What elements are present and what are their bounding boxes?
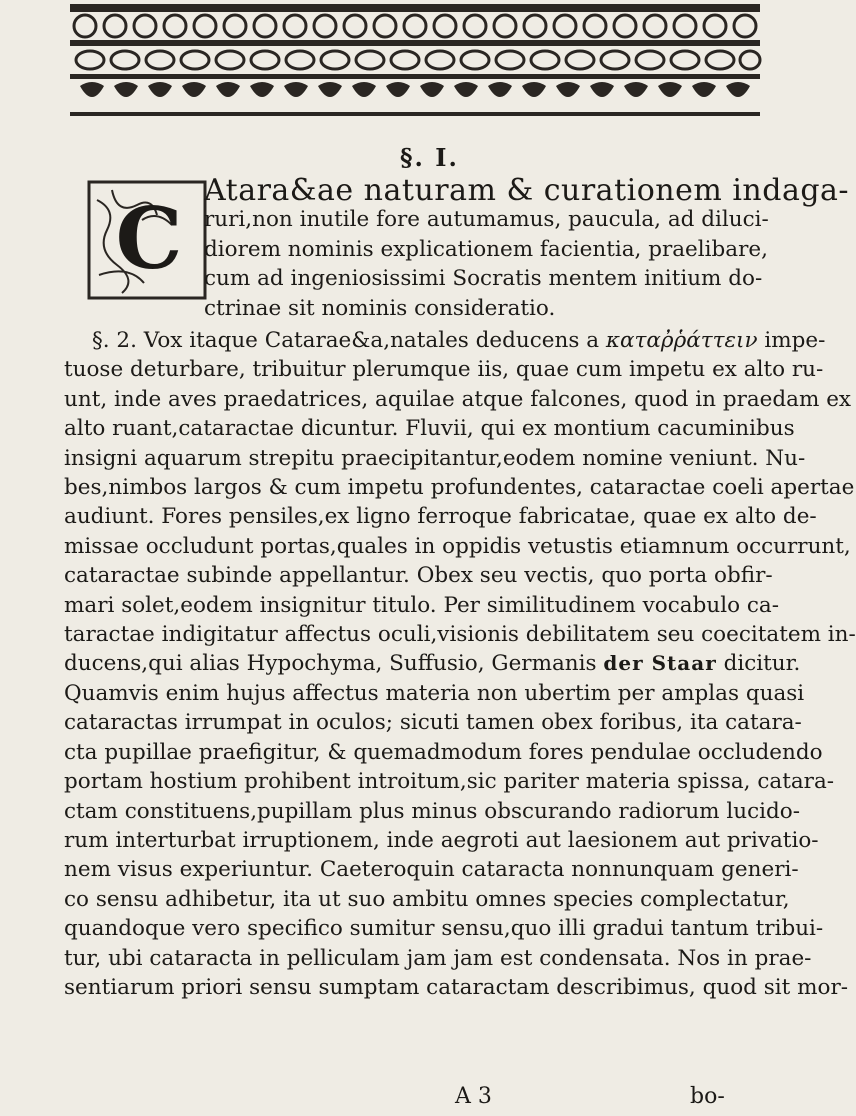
text-line: taractae indigitatur affectus oculi,visionis debilitatem seu coecitatem in-: [64, 622, 856, 648]
greek-word: καταῤῥάττειν: [605, 328, 758, 353]
text-line: missae occludunt portas,quales in oppidis vetustis etiamnum occurrunt,: [64, 533, 851, 559]
lead-line: Atara&ae naturam & curationem indaga-: [204, 173, 850, 208]
text-line: [64, 326, 826, 355]
text-line: ctrinae sit nominis consideratio.: [204, 295, 556, 321]
text-line: bes,nimbos largos & cum impetu profundentes, cataractae coeli apertae: [64, 475, 855, 501]
text-line: quandoque vero specifico sumitur sensu,quo illi gradui tantum tribui-: [64, 916, 824, 942]
text-line: cataractae subinde appellantur. Obex seu vectis, quo porta obfir-: [64, 563, 773, 589]
text-line: [64, 649, 801, 678]
paragraph-number: §. 2.: [92, 328, 137, 353]
text-span: dicitur.: [723, 651, 801, 677]
text-line: nem visus experiuntur. Caeteroquin cataracta nonnunquam generi-: [64, 857, 799, 883]
text-line: cataractas irrumpat in oculos; sicuti tamen obex foribus, ita catara-: [64, 710, 802, 736]
text-line: cum ad ingeniosissimi Socratis mentem initium do-: [204, 266, 763, 292]
text-line: tuose deturbare, tribuitur plerumque iis, quae cum impetu ex alto ru-: [64, 357, 824, 383]
text-line: rum interturbat irruptionem, inde aegroti aut laesionem aut privatio-: [64, 827, 819, 853]
ornamental-headpiece: [70, 4, 760, 134]
text-span: Vox itaque Catarae&a,natales deducens a: [143, 328, 600, 353]
catchword: bo-: [690, 1084, 725, 1109]
text-line: co sensu adhibetur, ita ut suo ambitu omnes species complectatur,: [64, 886, 790, 912]
fleuron-row-top: [74, 15, 756, 37]
german-phrase: der Staar: [603, 651, 717, 676]
text-line: cta pupillae praefigitur, & quemadmodum fores pendulae occludendo: [64, 739, 823, 765]
paragraph-2: [64, 326, 856, 1002]
text-line: diorem nominis explicationem facientia, praelibare,: [204, 236, 768, 262]
svg-text:C: C: [115, 189, 183, 288]
text-line: portam hostium prohibent introitum,sic pariter materia spissa, catara-: [64, 769, 835, 795]
text-line: sentiarum priori sensu sumptam cataractam describimus, quod sit mor-: [64, 974, 848, 1000]
text-line: alto ruant,cataractae dicuntur. Fluvii, qui ex montium cacuminibus: [64, 416, 795, 442]
paragraph-1: [64, 173, 850, 323]
text-line: ctam constituens,pupillam plus minus obscurando radiorum lucido-: [64, 798, 800, 824]
signature-mark: A 3: [455, 1084, 492, 1109]
section-number: §. I.: [400, 143, 459, 172]
text-line: tur, ubi cataracta in pelliculam jam jam est condensata. Nos in prae-: [64, 945, 812, 971]
text-line: insigni aquarum strepitu praecipitantur,eodem nomine veniunt. Nu-: [64, 445, 806, 471]
text-line: Quamvis enim hujus affectus materia non ubertim per amplas quasi: [64, 680, 805, 706]
text-span: ducens,qui alias Hypochyma, Suffusio, Germanis: [64, 651, 597, 677]
text-line: mari solet,eodem insignitur titulo. Per similitudinem vocabulo ca-: [64, 592, 779, 618]
text-line: unt, inde aves praedatrices, aquilae atque falcones, quod in praedam ex: [64, 386, 852, 412]
text-line: audiunt. Fores pensiles,ex ligno ferroque fabricatae, quae ex alto de-: [64, 504, 817, 530]
text-line: ruri,non inutile fore autumamus, paucula, ad diluci-: [204, 207, 769, 233]
text-span: impe-: [764, 328, 826, 353]
